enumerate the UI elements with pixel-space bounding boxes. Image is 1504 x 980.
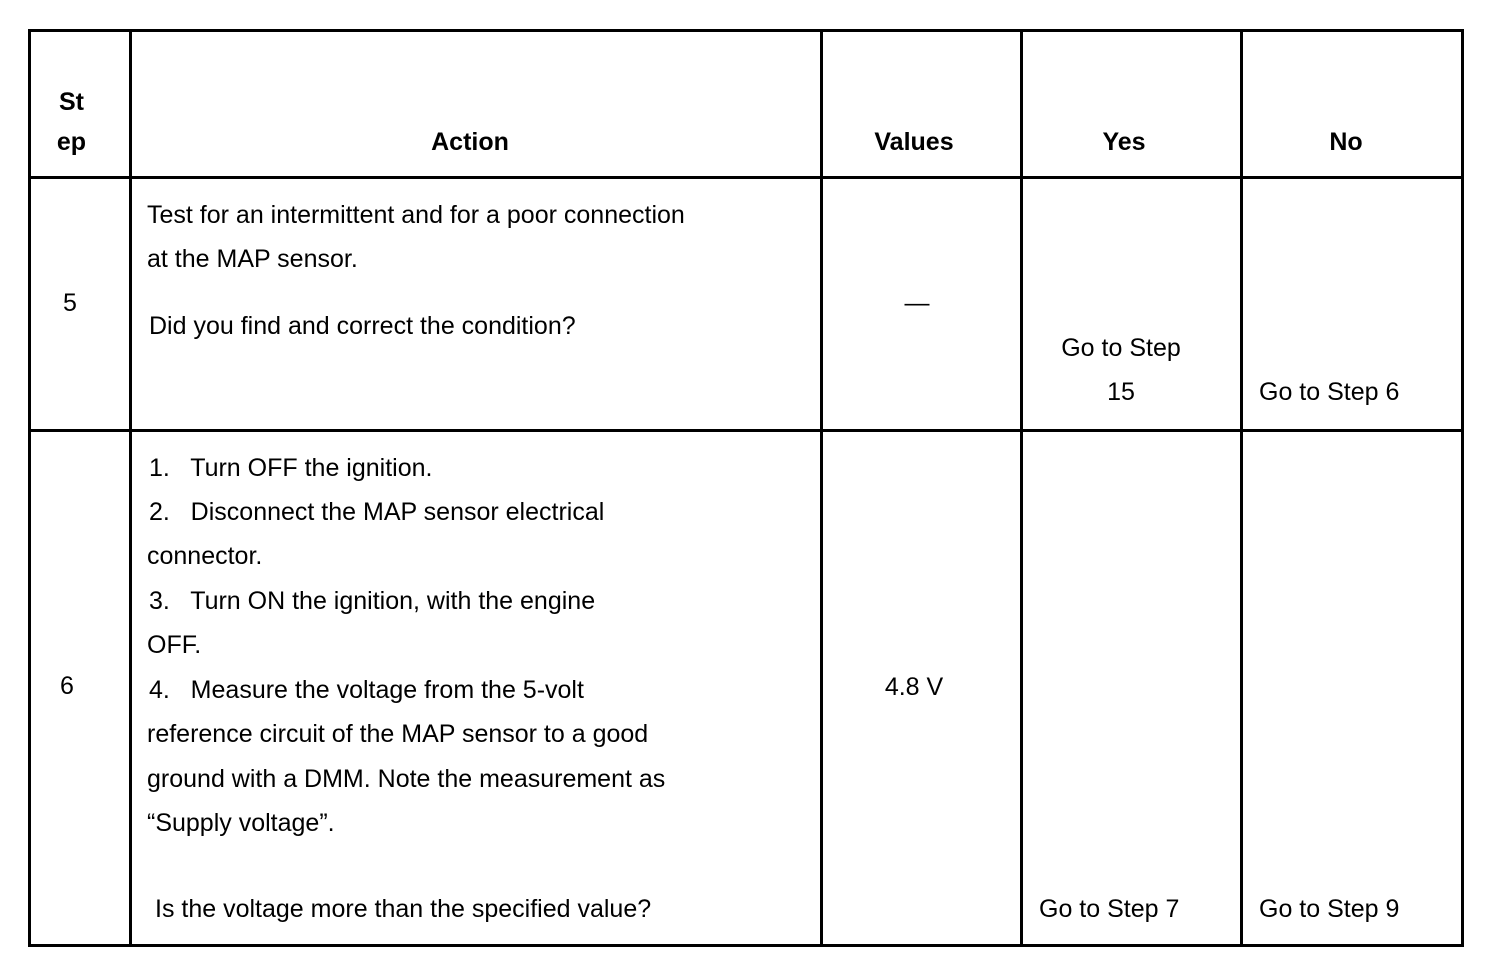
row6-yes: Go to Step 7 (1039, 895, 1180, 923)
header-step-line1: St (59, 88, 84, 116)
row6-action-line2: 2. Disconnect the MAP sensor electrical (149, 498, 605, 526)
row6-action-line1: 1. Turn OFF the ignition. (149, 454, 433, 482)
row6-action-line8: ground with a DMM. Note the measurement as (147, 765, 666, 793)
table-border-left (28, 29, 31, 947)
column-divider-step (129, 29, 132, 947)
row6-action-line9: “Supply voltage”. (147, 809, 335, 837)
row5-action-line1: Test for an intermittent and for a poor connection (147, 201, 685, 229)
row5-value: — (904, 289, 930, 317)
row6-action-line5: OFF. (147, 631, 202, 659)
header-action: Action (431, 128, 509, 156)
header-divider (28, 176, 1464, 179)
column-divider-action (820, 29, 823, 947)
row6-action-line3: connector. (147, 542, 263, 570)
column-divider-values (1020, 29, 1023, 947)
row6-no: Go to Step 9 (1259, 895, 1400, 923)
row5-no: Go to Step 6 (1259, 378, 1400, 406)
header-no: No (1329, 128, 1363, 156)
row6-action-line4: 3. Turn ON the ignition, with the engine (149, 587, 596, 615)
header-yes: Yes (1102, 128, 1146, 156)
row6-value: 4.8 V (884, 673, 944, 701)
header-step-line2: ep (56, 128, 87, 156)
row-divider (28, 429, 1464, 432)
column-divider-yes (1240, 29, 1243, 947)
row6-action-line7: reference circuit of the MAP sensor to a good (147, 720, 649, 748)
row6-action-line6: 4. Measure the voltage from the 5-volt (149, 676, 584, 704)
table-border-bottom (28, 944, 1464, 947)
table-border-right (1461, 29, 1464, 947)
table-border-top (28, 29, 1464, 32)
header-values: Values (874, 128, 954, 156)
row5-action-line2: at the MAP sensor. (147, 245, 358, 273)
row5-step: 5 (63, 289, 77, 317)
row5-yes-line1: Go to Step (1061, 334, 1181, 362)
row5-question: Did you find and correct the condition? (149, 312, 576, 340)
row6-question: Is the voltage more than the specified value? (155, 895, 652, 923)
row6-step: 6 (60, 672, 74, 700)
row5-yes-line2: 15 (1107, 378, 1135, 406)
